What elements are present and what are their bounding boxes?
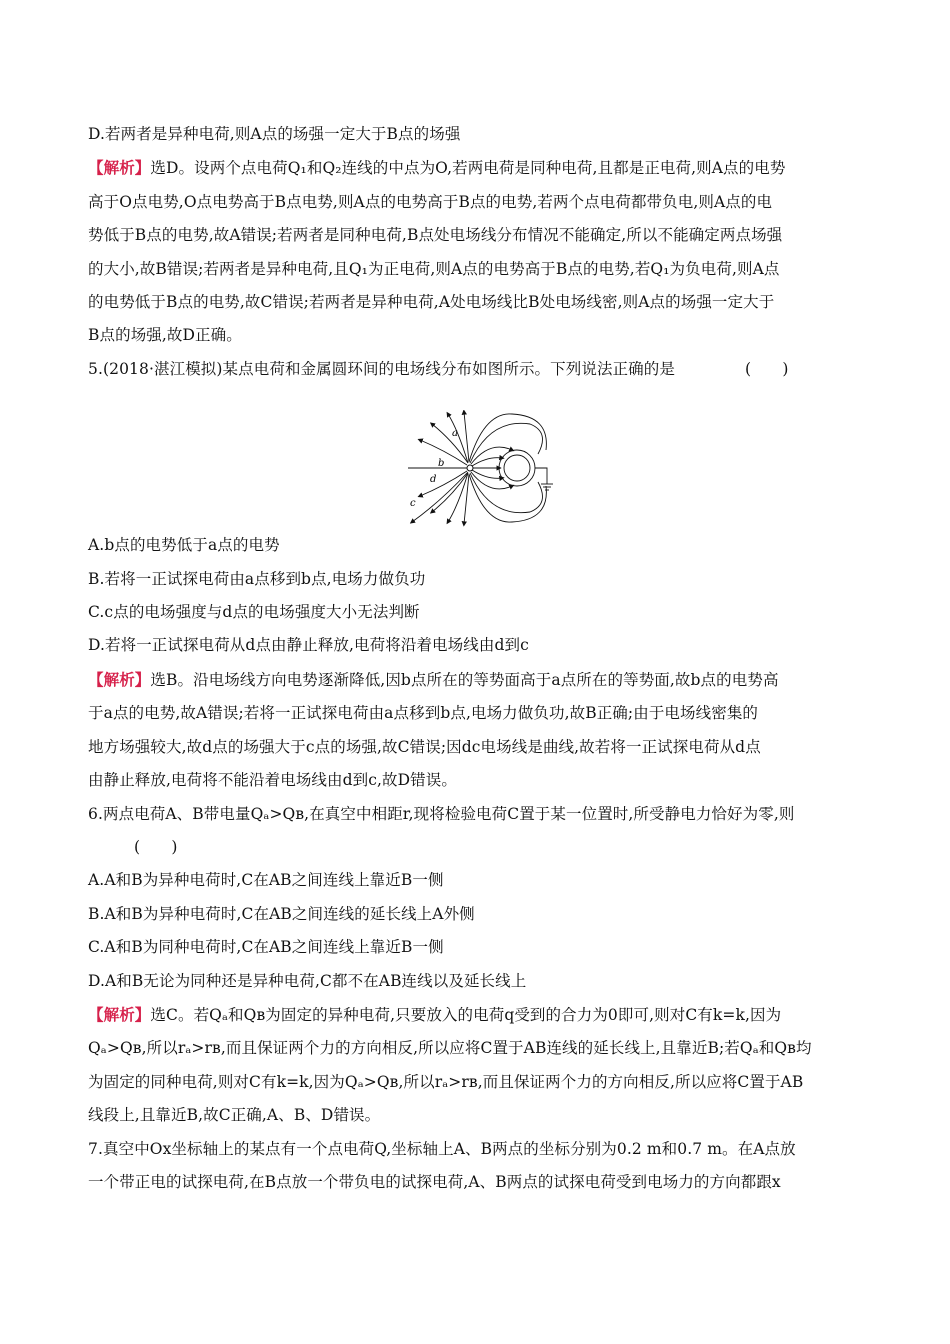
analysis-tag: 【解析】 (88, 669, 151, 689)
document-page (88, 118, 863, 1199)
q6-paren-line (88, 831, 863, 864)
q4-analysis-line-6: B点的场强,故D正确。 (88, 326, 242, 345)
q6-analysis-line-1: 【解析】选C。若Qₐ和Qв为固定的异种电荷,只要放入的电荷q受到的合力为0即可,则对C有k=k,因为 (88, 1004, 782, 1024)
answer-paren: ( ) (744, 359, 789, 378)
q6-stem: 6.两点电荷A、B带电量Qₐ>Qв,在真空中相距r,现将检验电荷C置于某一位置时,所受静电力恰好为零,则 (88, 804, 795, 823)
q6-option-d: D.A和B无论为同种还是异种电荷,C都不在AB连线以及延长线上 (88, 971, 527, 990)
q5-analysis-line-1: 【解析】选B。沿电场线方向电势逐渐降低,因b点所在的等势面高于a点所在的等势面,故b点的电势高 (88, 669, 779, 689)
q5-analysis-line-3: 地方场强较大,故d点的场强大于c点的场强,故C错误;因dc电场线是曲线,故若将一正试探电荷从d点 (88, 737, 761, 756)
q5-analysis-line-2: 于a点的电势,故A错误;若将一正试探电荷由a点移到b点,电场力做负功,故B正确;由于电场线密集的 (88, 704, 759, 723)
q4-analysis-line-2: 高于O点电势,O点电势高于B点电势,则A点的电势高于B点的电势,若两个点电荷都带负电,则A点的电 (88, 192, 773, 211)
field-line-figure (400, 410, 560, 528)
q6-option-c: C.A和B为同种电荷时,C在AB之间连线上靠近B一侧 (88, 938, 444, 957)
q4-option-d: D.若两者是异种电荷,则A点的场强一定大于B点的场强 (88, 125, 461, 143)
q4-analysis-line-1: 【解析】选D。设两个点电荷Q₁和Q₂连线的中点为O,若两电荷是同种电荷,且都是正电荷,则A点的电势 (88, 158, 786, 178)
q5-option-d: D.若将一正试探电荷从d点由静止释放,电荷将沿着电场线由d到c (88, 636, 529, 655)
q6-option-a: A.A和B为异种电荷时,C在AB之间连线上靠近B一侧 (88, 871, 444, 890)
answer-paren: ( ) (134, 837, 178, 856)
q6-analysis-line-4: 线段上,且靠近B,故C正确,A、B、D错误。 (88, 1106, 381, 1125)
q5-option-a: A.b点的电势低于a点的电势 (88, 536, 280, 555)
q6-option-b: B.A和B为异种电荷时,C在AB之间连线的延长线上A外侧 (88, 904, 475, 923)
q7-line-1: 7.真空中Ox坐标轴上的某点有一个点电荷Q,坐标轴上A、B两点的坐标分别为0.2 m和0.7 m。在A点放 (88, 1139, 796, 1158)
label-d: d (430, 474, 437, 485)
q4-analysis-line-5: 的电势低于B点的电势,故C错误;若两者是异种电荷,A处电场线比B处电场线密,则A点的场强一定大于 (88, 293, 775, 312)
analysis-tag: 【解析】 (88, 1004, 151, 1024)
q4-analysis-line-4: 的大小,故B错误;若两者是异种电荷,且Q₁为正电荷,则A点的电势高于B点的电势,若Q₁为负电荷,则A点 (88, 259, 780, 278)
q5-option-b: B.若将一正试探电荷由a点移到b点,电场力做负功 (88, 569, 426, 588)
analysis-tag: 【解析】 (88, 158, 151, 178)
label-c: c (410, 498, 416, 509)
q5-stem: 5.(2018·湛江模拟)某点电荷和金属圆环间的电场线分布如图所示。下列说法正确的是 ( ) (88, 359, 789, 378)
q7-line-2: 一个带正电的试探电荷,在B点放一个带负电的试探电荷,A、B两点的试探电荷受到电场力的方向都跟x (88, 1172, 781, 1191)
q5-analysis-line-4: 由静止释放,电荷将不能沿着电场线由d到c,故D错误。 (88, 771, 457, 790)
label-a: a (452, 428, 458, 439)
q5-option-c: C.c点的电场强度与d点的电场强度大小无法判断 (88, 603, 420, 622)
label-b: b (438, 458, 445, 469)
q6-analysis-line-3: 为固定的同种电荷,则对C有k=k,因为Qₐ>Qв,所以rₐ>rв,而且保证两个力的方向相反,所以应将C置于AB (88, 1072, 804, 1091)
q6-analysis-line-2: Qₐ>Qв,所以rₐ>rв,而且保证两个力的方向相反,所以应将C置于AB连线的延长线上,且靠近B;若Qₐ和Qв均 (88, 1039, 812, 1058)
q4-analysis-line-3: 势低于B点的电势,故A错误;若两者是同种电荷,B点处电场线分布情况不能确定,所以不能确定两点场强 (88, 226, 783, 245)
